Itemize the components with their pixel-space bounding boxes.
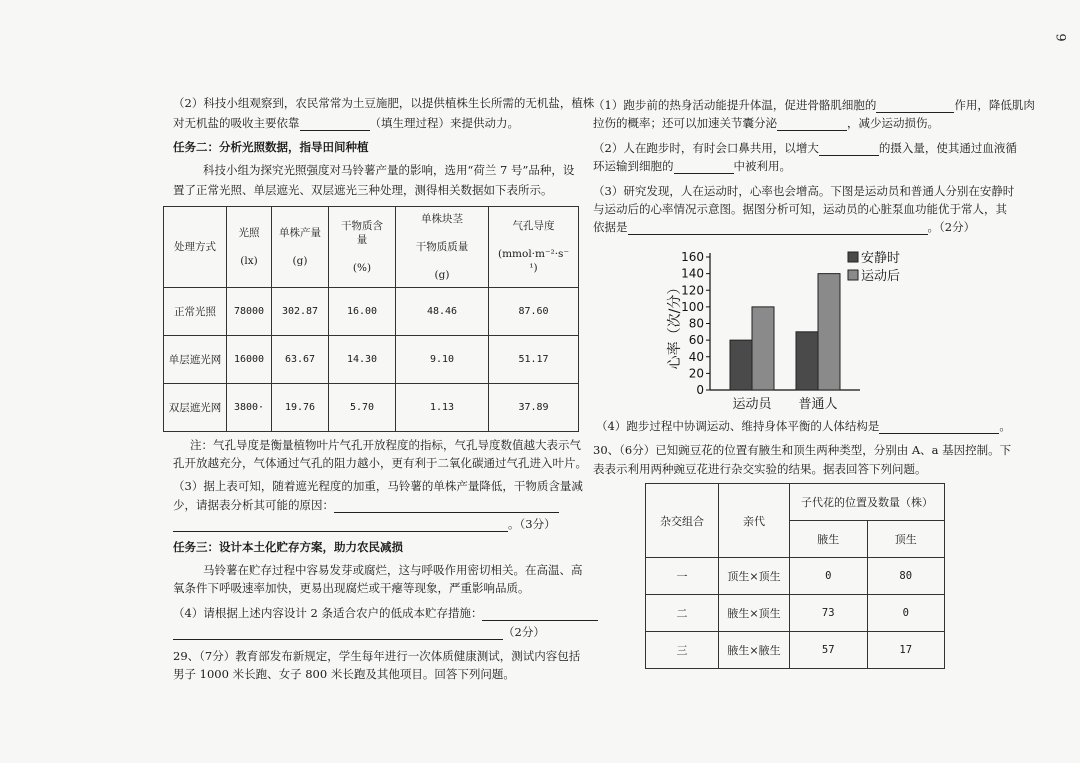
table-cell: 14.30	[329, 336, 396, 384]
header-offspring: 子代花的位置及数量（株）	[790, 484, 945, 521]
q2-text-a: 对无机盐的吸收主要依靠	[173, 116, 300, 130]
r3-text: 依据是	[593, 220, 628, 234]
table-cell: 9.10	[396, 336, 489, 384]
table-cell: 0	[790, 558, 868, 595]
q2-answer-blank[interactable]	[300, 117, 370, 131]
q30-line1: 30、（6分）已知豌豆花的位置有腋生和顶生两种类型，分别由 A、a 基因控制。下	[593, 443, 1012, 457]
r3-line3	[593, 219, 975, 235]
y-axis-label: 心率（次/分）	[667, 280, 683, 370]
table-cell: 57	[790, 632, 868, 669]
table-cell: 二	[646, 595, 719, 632]
y-tick-label: 120	[681, 283, 704, 298]
y-tick-label: 160	[681, 250, 704, 264]
r4-answer-blank[interactable]	[879, 420, 999, 434]
table-cell: 腋生×顶生	[719, 595, 790, 632]
table-cell: 302.87	[272, 288, 329, 336]
y-tick-label: 140	[681, 266, 704, 281]
r2-text-b: 的摄入量，使其通过血液循	[878, 141, 1017, 155]
table-cell: 0	[867, 595, 945, 632]
q30-line2: 表表示利用两种豌豆花进行杂交实验的结果。据表回答下列问题。	[593, 462, 927, 476]
y-tick-label: 60	[688, 333, 704, 348]
q3-line1: （3）据上表可知，随着遮光程度的加重，马铃薯的单株产量降低，干物质含量减	[173, 479, 583, 493]
r1-text-a: （1）跑步前的热身活动能提升体温，促进骨骼肌细胞的	[593, 98, 877, 112]
task2-paragraph-2: 置了正常光照、单层遮光、双层遮光三种处理，测得相关数据如下表所示。	[173, 183, 553, 197]
r4-end: 。	[999, 419, 1011, 433]
table-cell: 63.67	[272, 336, 329, 384]
header-yield: 单株产量 (g)	[272, 207, 329, 288]
q4-score: （2分）	[503, 625, 545, 639]
table-cell: 腋生×腋生	[719, 632, 790, 669]
q2-line2	[173, 115, 519, 131]
r1-text-d: ，减少运动损伤。	[847, 116, 939, 130]
r3-answer-blank[interactable]	[628, 221, 928, 235]
q3-text: 少，请据表分析其可能的原因：	[173, 498, 334, 512]
q4-text: （4）请根据上述内容设计 2 条适合农户的低成本贮存措施：	[173, 606, 483, 620]
table-cell: 1.13	[396, 384, 489, 432]
legend-label: 安静时	[861, 251, 901, 266]
r2-text-a: （2）人在跑步时，有时会口鼻共用，以增大	[593, 141, 819, 155]
r2-answer-blank-2[interactable]	[674, 160, 734, 174]
table-cell: 51.17	[489, 336, 579, 384]
table-cell: 3800·	[227, 384, 272, 432]
x-category-label: 运动员	[732, 397, 772, 412]
table-row	[646, 595, 945, 632]
q4-answer-blank-2[interactable]	[173, 626, 503, 640]
r1-answer-blank-2[interactable]	[777, 117, 847, 131]
r3-score: 。（2分）	[927, 220, 976, 234]
header-cross-group: 杂交组合	[646, 484, 719, 558]
header-terminal: 顶生	[867, 521, 945, 558]
r2-text-c: 环运输到细胞的	[593, 159, 674, 173]
table-cell: 80	[867, 558, 945, 595]
table-row	[646, 632, 945, 669]
bar-0-0	[730, 340, 752, 390]
table-cell: 正常光照	[164, 288, 227, 336]
table-header-row	[164, 207, 579, 288]
table-row	[164, 336, 579, 384]
header-parents: 亲代	[719, 484, 790, 558]
table-cell: 73	[790, 595, 868, 632]
table-cell: 17	[867, 632, 945, 669]
pea-cross-table	[645, 483, 945, 669]
r1-answer-blank-1[interactable]	[876, 99, 954, 113]
q29-line2: 男子 1000 米长跑、女子 800 米长跑及其他项目。回答下列问题。	[173, 667, 515, 681]
table-cell: 三	[646, 632, 719, 669]
heart-rate-chart	[655, 245, 925, 417]
page-number: 9	[1052, 33, 1068, 42]
q4-answer-blank-1[interactable]	[482, 607, 598, 621]
header-light: 光照 (lx)	[227, 207, 272, 288]
q3-answer-blank-1[interactable]	[334, 499, 559, 513]
q3-line2	[173, 497, 559, 513]
q3-score: 。（3分）	[508, 517, 556, 531]
r1-text-b: 作用，降低肌肉	[954, 98, 1035, 112]
legend-label: 运动后	[861, 269, 901, 284]
q4-line1	[173, 605, 598, 621]
header-tuber-mass: 单株块茎 干物质质量 (g)	[396, 207, 489, 288]
table-cell: 顶生×顶生	[719, 558, 790, 595]
table-row	[164, 384, 579, 432]
r2-text-d: 中被利用。	[733, 159, 791, 173]
task3-paragraph-2: 氧条件下呼吸速率加快，更易出现腐烂或干瘪等现象，严重影响品质。	[173, 581, 530, 595]
y-tick-label: 100	[681, 299, 704, 314]
header-treatment: 处理方式	[164, 207, 227, 288]
table-cell: 87.60	[489, 288, 579, 336]
note-line2: 孔开放越充分，气体通过气孔的阻力越小，更有利于二氧化碳通过气孔进入叶片。	[173, 456, 587, 470]
r2-line1	[593, 140, 1017, 156]
table-cell: 一	[646, 558, 719, 595]
y-tick-label: 40	[688, 349, 704, 364]
q4-line2	[173, 624, 545, 640]
task3-paragraph-1: 马铃薯在贮存过程中容易发芽或腐烂，这与呼吸作用密切相关。在高温、高	[203, 563, 583, 577]
note-line1: 注：气孔导度是衡量植物叶片气孔开放程度的指标，气孔导度数值越大表示气	[190, 438, 581, 452]
legend-swatch	[848, 270, 858, 280]
header-axillary: 腋生	[790, 521, 868, 558]
table-row	[164, 288, 579, 336]
legend-swatch	[848, 252, 858, 262]
r2-line2	[593, 158, 791, 174]
r3-line2: 与运动后的心率情况示意图。据图分析可知，运动员的心脏泵血功能优于常人，其	[593, 202, 1007, 216]
r2-answer-blank-1[interactable]	[819, 142, 879, 156]
y-tick-label: 80	[688, 316, 704, 331]
table-cell: 16.00	[329, 288, 396, 336]
x-category-label: 普通人	[798, 397, 838, 412]
y-tick-label: 0	[696, 383, 704, 397]
header-stomatal: 气孔导度 (mmol·m⁻²·s⁻ ¹)	[489, 207, 579, 288]
r4-line	[596, 418, 1011, 434]
table-cell: 78000	[227, 288, 272, 336]
bar-0-1	[752, 307, 774, 390]
r1-line1	[593, 97, 1035, 113]
table-cell: 双层遮光网	[164, 384, 227, 432]
q29-line1: 29、（7分）教育部发布新规定，学生每年进行一次体质健康测试，测试内容包括	[173, 649, 581, 663]
table-row	[646, 558, 945, 595]
table-cell: 48.46	[396, 288, 489, 336]
table-cell: 16000	[227, 336, 272, 384]
q3-line3	[173, 516, 556, 532]
task2-paragraph-1: 科技小组为探究光照强度对马铃薯产量的影响，选用“荷兰 7 号”品种，设	[203, 163, 575, 177]
y-tick-label: 20	[688, 366, 704, 381]
bar-1-1	[818, 274, 840, 390]
light-data-table	[163, 206, 579, 432]
r1-line2	[593, 115, 939, 131]
r4-text: （4）跑步过程中协调运动、维持身体平衡的人体结构是	[596, 419, 880, 433]
table-cell: 19.76	[272, 384, 329, 432]
table-cell: 37.89	[489, 384, 579, 432]
bar-1-0	[796, 332, 818, 390]
q2-text-b: （填生理过程）来提供动力。	[369, 116, 519, 130]
r3-line1: （3）研究发现，人在运动时，心率也会增高。下图是运动员和普通人分别在安静时	[593, 184, 1015, 198]
table-cell: 单层遮光网	[164, 336, 227, 384]
header-dry-matter: 干物质含 量 (%)	[329, 207, 396, 288]
table-cell: 5.70	[329, 384, 396, 432]
q2-line1: （2）科技小组观察到，农民常常为土豆施肥，以提供植株生长所需的无机盐，植株	[173, 96, 595, 110]
r1-text-c: 拉伤的概率；还可以加速关节囊分泌	[593, 116, 777, 130]
q3-answer-blank-2[interactable]	[173, 518, 508, 532]
task2-title: 任务二：分析光照数据，指导田间种植	[173, 140, 369, 154]
task3-title: 任务三：设计本土化贮存方案，助力农民减损	[173, 540, 403, 554]
